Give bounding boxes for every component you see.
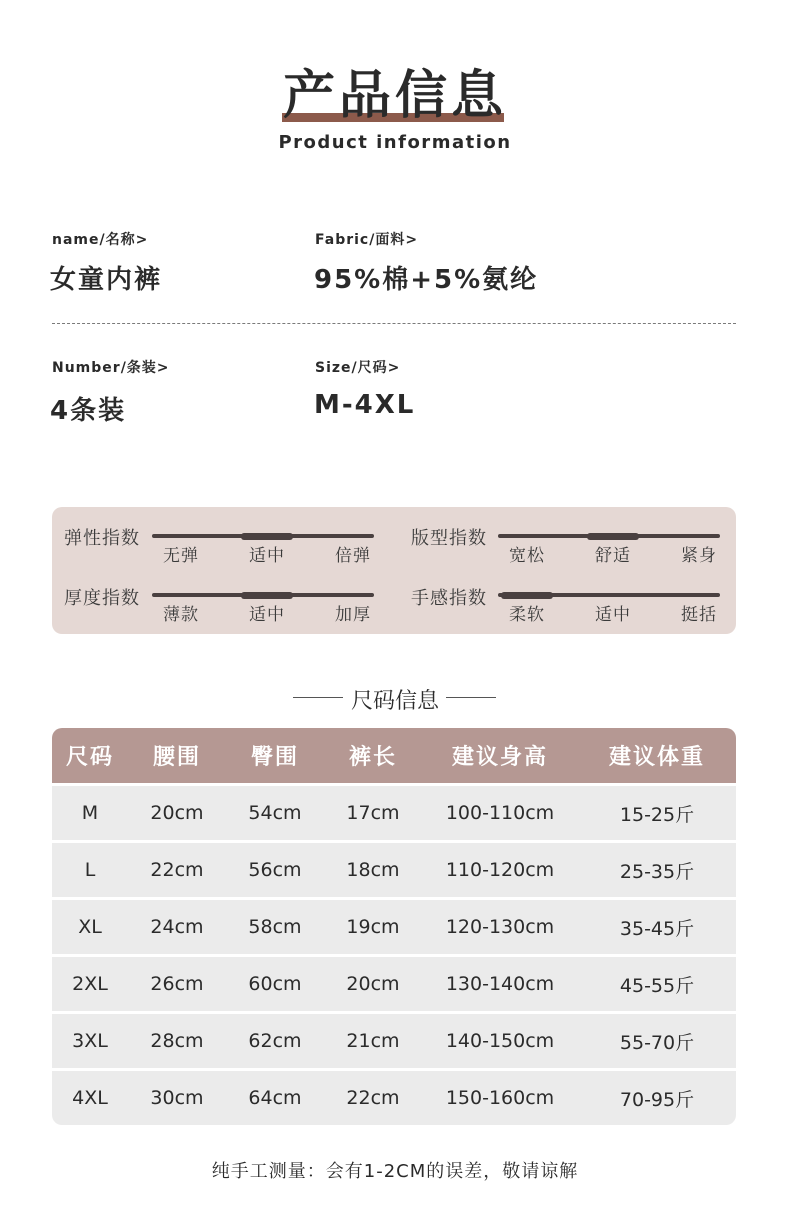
- table-cell: 22cm: [346, 1087, 400, 1109]
- table-cell: 100-110cm: [445, 802, 555, 824]
- table-row: [52, 783, 736, 840]
- table-cell: 54cm: [248, 802, 302, 824]
- table-cell: 55-70斤: [619, 1031, 695, 1054]
- index-option: 舒适: [595, 546, 631, 566]
- table-cell: 4XL: [72, 1087, 108, 1109]
- name-value: 女童内裤: [50, 265, 163, 295]
- table-cell: 28cm: [150, 1030, 204, 1052]
- table-cell: 30cm: [150, 1087, 204, 1109]
- table-row: [52, 840, 736, 897]
- index-option: 柔软: [509, 605, 545, 625]
- index-option: 宽松: [509, 546, 545, 566]
- header-cell: 建议身高: [451, 745, 548, 770]
- table-cell: 25-35斤: [619, 860, 695, 883]
- table-cell: 26cm: [150, 973, 204, 995]
- table-header: [52, 728, 736, 783]
- size-section-title: 尺码信息: [350, 689, 439, 714]
- index-option: 紧身: [681, 546, 717, 566]
- table-cell: XL: [78, 916, 102, 938]
- header-cell: 尺码: [65, 745, 114, 770]
- index-marker: [587, 533, 639, 540]
- table-cell: 20cm: [150, 802, 204, 824]
- table-cell: 21cm: [346, 1030, 400, 1052]
- table-cell: 58cm: [248, 916, 302, 938]
- number-value: 4条装: [50, 396, 127, 426]
- size-value: M-4XL: [314, 390, 416, 420]
- table-row: [52, 1068, 736, 1125]
- table-cell: 24cm: [150, 916, 204, 938]
- header-cell: 建议体重: [608, 745, 705, 770]
- table-cell: 70-95斤: [619, 1088, 695, 1111]
- header-cell: 裤长: [348, 745, 397, 770]
- table-cell: 150-160cm: [445, 1087, 555, 1109]
- table-cell: L: [84, 859, 96, 881]
- index-name: 版型指数: [411, 528, 487, 549]
- index-marker: [241, 592, 293, 599]
- table-cell: 19cm: [346, 916, 400, 938]
- size-label: Size/尺码>: [315, 360, 401, 376]
- index-marker: [501, 592, 553, 599]
- page-subtitle: Product information: [278, 132, 512, 153]
- table-row: [52, 1011, 736, 1068]
- index-marker: [241, 533, 293, 540]
- table-cell: 18cm: [346, 859, 400, 881]
- number-label: Number/条装>: [52, 360, 170, 376]
- index-name: 厚度指数: [64, 588, 140, 609]
- table-cell: M: [81, 802, 99, 824]
- index-option: 无弹: [163, 546, 199, 566]
- index-option: 适中: [249, 605, 285, 625]
- table-cell: 17cm: [346, 802, 400, 824]
- fabric-value: 95%棉+5%氨纶: [314, 265, 539, 295]
- table-cell: 3XL: [72, 1030, 108, 1052]
- table-cell: 62cm: [248, 1030, 302, 1052]
- index-name: 弹性指数: [64, 528, 140, 549]
- name-label: name/名称>: [52, 232, 149, 248]
- table-cell: 35-45斤: [619, 917, 695, 940]
- fabric-label: Fabric/面料>: [315, 232, 419, 248]
- table-cell: 15-25斤: [619, 803, 695, 826]
- index-option: 薄款: [163, 605, 199, 625]
- table-cell: 56cm: [248, 859, 302, 881]
- page-title: 产品信息: [282, 66, 507, 126]
- table-cell: 110-120cm: [445, 859, 555, 881]
- index-name: 手感指数: [411, 588, 487, 609]
- index-option: 挺括: [681, 605, 717, 625]
- table-row: [52, 897, 736, 954]
- table-cell: 64cm: [248, 1087, 302, 1109]
- table-cell: 140-150cm: [445, 1030, 555, 1052]
- index-option: 适中: [249, 546, 285, 566]
- table-body: [52, 783, 736, 1125]
- header-cell: 臀围: [250, 745, 299, 770]
- size-table: [52, 728, 736, 1125]
- table-cell: 20cm: [346, 973, 400, 995]
- index-option: 加厚: [335, 605, 371, 625]
- index-option: 适中: [595, 605, 631, 625]
- table-cell: 130-140cm: [445, 973, 555, 995]
- table-cell: 22cm: [150, 859, 204, 881]
- table-cell: 60cm: [248, 973, 302, 995]
- table-cell: 120-130cm: [445, 916, 555, 938]
- table-cell: 45-55斤: [619, 974, 695, 997]
- measurement-note: 纯手工测量：会有1-2CM的误差，敬请谅解: [211, 1161, 579, 1182]
- table-cell: 2XL: [72, 973, 108, 995]
- divider: [52, 323, 736, 324]
- index-option: 倍弹: [335, 546, 371, 566]
- table-row: [52, 954, 736, 1011]
- header-cell: 腰围: [152, 745, 201, 770]
